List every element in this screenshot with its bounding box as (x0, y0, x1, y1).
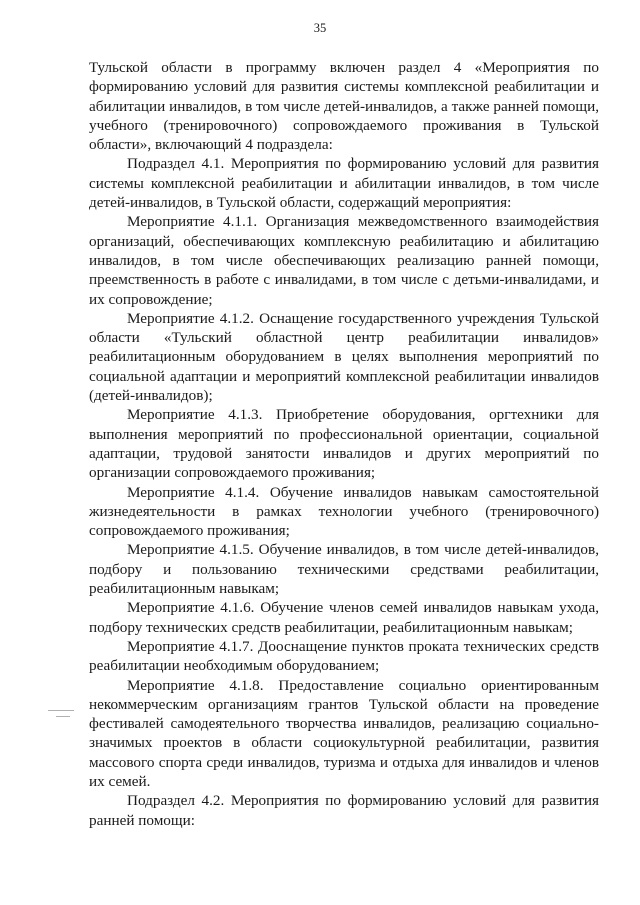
paragraph-measure-4-1-2: Мероприятие 4.1.2. Оснащение государственного учреждения Тульской области «Тульский областной центр реабилитации инвалидов» реабилитационным оборудованием в целях выполнения мероприятий по социальной адаптации и мероприятий комплексной реабилитации инвалидов (детей-инвалидов); (89, 309, 599, 405)
paragraph-measure-4-1-6: Мероприятие 4.1.6. Обучение членов семей инвалидов навыкам ухода, подбору технических средств реабилитации, реабилитационным навыкам; (89, 599, 599, 636)
paragraph-subsection-4-2: Подраздел 4.2. Мероприятия по формированию условий для развития ранней помощи: (89, 792, 599, 829)
paragraph-measure-4-1-8: Мероприятие 4.1.8. Предоставление социально ориентированным некоммерческим организациям грантов Тульской области на проведение фестивалей самодеятельного творчества инвалидов, реализацию социально-значимых проектов в области социокультурной реабилитации, развития массового спорта среди инвалидов, туризма и отдыха для инвалидов и членов их семей. (89, 676, 599, 790)
scan-artifact-left-2 (56, 716, 70, 717)
scan-artifact-left (48, 710, 74, 711)
paragraph-measure-4-1-5: Мероприятие 4.1.5. Обучение инвалидов, в том числе детей-инвалидов, подбору и пользованию техническими средствами реабилитации, реабилитационным навыкам; (89, 541, 599, 598)
page-number: 35 (313, 21, 327, 35)
paragraph-measure-4-1-1: Мероприятие 4.1.1. Организация межведомственного взаимодействия организаций, обеспечивающих комплексную реабилитацию и абилитацию инвалидов, в том числе обеспечивающих реализацию ранней помощи, преемственность в работе с инвалидами, в том числе с детьми-инвалидами, и их сопровождение; (89, 213, 599, 308)
paragraph-intro: Тульской области в программу включен раздел 4 «Мероприятия по формированию условий для развития системы комплексной реабилитации и абилитации инвалидов, в том числе детей-инвалидов, а также ранней помощи, учебного (тренировочного) сопровождаемого проживания в Тульской области», включающий 4 подраздела: (89, 59, 599, 154)
paragraph-measure-4-1-4: Мероприятие 4.1.4. Обучение инвалидов навыкам самостоятельной жизнедеятельности в рамках технологии учебного (тренировочного) сопровождаемого проживания; (89, 483, 599, 540)
paragraph-measure-4-1-7: Мероприятие 4.1.7. Дооснащение пунктов проката технических средств реабилитации необходимым оборудованием; (89, 637, 599, 675)
paragraph-measure-4-1-3: Мероприятие 4.1.3. Приобретение оборудования, оргтехники для выполнения мероприятий по профессиональной ориентации, социальной адаптации, трудовой занятости инвалидов и других мероприятий по организации сопровождаемого проживания; (89, 406, 599, 482)
paragraph-subsection-4-1: Подраздел 4.1. Мероприятия по формированию условий для развития системы комплексной реабилитации и абилитации инвалидов, в том числе детей-инвалидов, в Тульской области, содержащий мероприятия: (89, 155, 599, 212)
document-body (89, 58, 599, 830)
